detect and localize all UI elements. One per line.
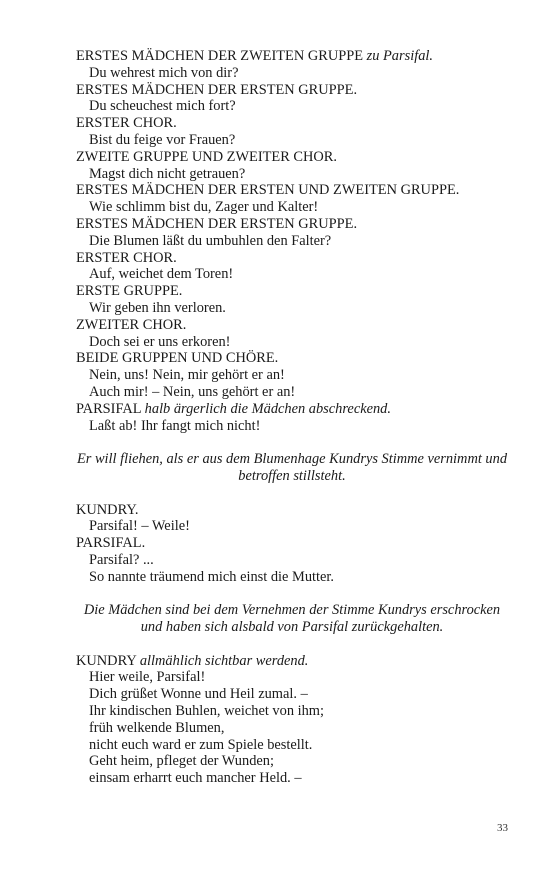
verse-line: Nein, uns! Nein, mir gehört er an! [89, 367, 285, 384]
stage-direction-inline: allmählich sichtbar werdend. [139, 652, 309, 669]
verse-line: Auch mir! – Nein, uns gehört er an! [89, 383, 296, 400]
stage-direction-inline: halb ärgerlich die Mädchen abschreckend. [144, 400, 391, 417]
verse-line: Die Blumen läßt du umbuhlen den Falter? [89, 232, 332, 249]
verse-line: früh welkende Blumen, [89, 719, 225, 736]
speaker-name: PARSIFAL [76, 400, 142, 417]
verse-line: Ihr kindischen Buhlen, weichet von ihm; [89, 703, 325, 720]
verse-line: Wir geben ihn verloren. [89, 299, 226, 316]
speaker-line [76, 535, 508, 552]
verse-line: So nannte träumend mich einst die Mutter. [89, 568, 334, 585]
verse-line: Laßt ab! Ihr fangt mich nicht! [89, 417, 261, 434]
speaker-line [76, 653, 508, 670]
speaker-name: PARSIFAL. [76, 535, 146, 552]
verse-line: Doch sei er uns erkoren! [89, 333, 231, 350]
verse-line: Parsifal? ... [89, 551, 154, 568]
speaker-name: ZWEITE GRUPPE UND ZWEITER CHOR. [76, 148, 337, 165]
blank-line [76, 636, 508, 653]
speaker-line [76, 48, 508, 65]
stage-direction-inline: zu Parsifal. [366, 48, 433, 64]
speaker-name: KUNDRY. [76, 501, 139, 518]
speaker-line [76, 250, 508, 267]
verse-line: Parsifal! – Weile! [89, 518, 190, 535]
speaker-name: KUNDRY [76, 652, 137, 669]
verse-line: Geht heim, pfleget der Wunden; [89, 753, 274, 770]
speaker-name: ZWEITER CHOR. [76, 316, 187, 333]
libretto-page [76, 48, 508, 787]
blank-line [76, 586, 508, 603]
speaker-line [76, 317, 508, 334]
verse-line: nicht euch ward er zum Spiele bestellt. [89, 736, 313, 753]
verse-line: Auf, weichet dem Toren! [89, 266, 234, 283]
speaker-name: ERSTER CHOR. [76, 249, 177, 266]
speaker-name: ERSTES MÄDCHEN DER ERSTEN UND ZWEITEN GRUPPE. [76, 182, 460, 199]
verse-line: Hier weile, Parsifal! [89, 669, 206, 686]
speaker-line [76, 401, 508, 418]
speaker-line [76, 149, 508, 166]
speaker-name: ERSTES MÄDCHEN DER ERSTEN GRUPPE. [76, 81, 358, 98]
speaker-line [76, 502, 508, 519]
page-number: 33 [497, 822, 508, 834]
speaker-line [76, 350, 508, 367]
speaker-name: BEIDE GRUPPEN UND CHÖRE. [76, 350, 279, 367]
stage-direction: Die Mädchen sind bei dem Vernehmen der Stimme Kundrys erschrocken und haben sich alsbald von Parsifal zurückgehalten. [83, 602, 501, 636]
speaker-line [76, 283, 508, 300]
speaker-name: ERSTE GRUPPE. [76, 283, 183, 300]
speaker-line [76, 216, 508, 233]
speaker-name: ERSTES MÄDCHEN DER ERSTEN GRUPPE. [76, 215, 358, 232]
verse-line: einsam erharrt euch mancher Held. – [89, 770, 302, 787]
verse-line: Dich grüßet Wonne und Heil zumal. – [89, 686, 308, 703]
speaker-line [76, 82, 508, 99]
verse-line: Du wehrest mich von dir? [89, 64, 239, 81]
verse-line: Bist du feige vor Frauen? [89, 131, 236, 148]
speaker-name: ERSTER CHOR. [76, 115, 177, 132]
speaker-line [76, 115, 508, 132]
verse-line: Wie schlimm bist du, Zager und Kalter! [89, 199, 319, 216]
verse-line: Du scheuchest mich fort? [89, 98, 236, 115]
stage-direction: Er will fliehen, als er aus dem Blumenhage Kundrys Stimme vernimmt und betroffen stillsteht. [76, 451, 508, 484]
blank-line [76, 485, 508, 502]
speaker-line [76, 182, 508, 199]
blank-line [76, 434, 508, 451]
speaker-name: ERSTES MÄDCHEN DER ZWEITEN GRUPPE [76, 48, 364, 64]
verse-line: Magst dich nicht getrauen? [89, 165, 246, 182]
